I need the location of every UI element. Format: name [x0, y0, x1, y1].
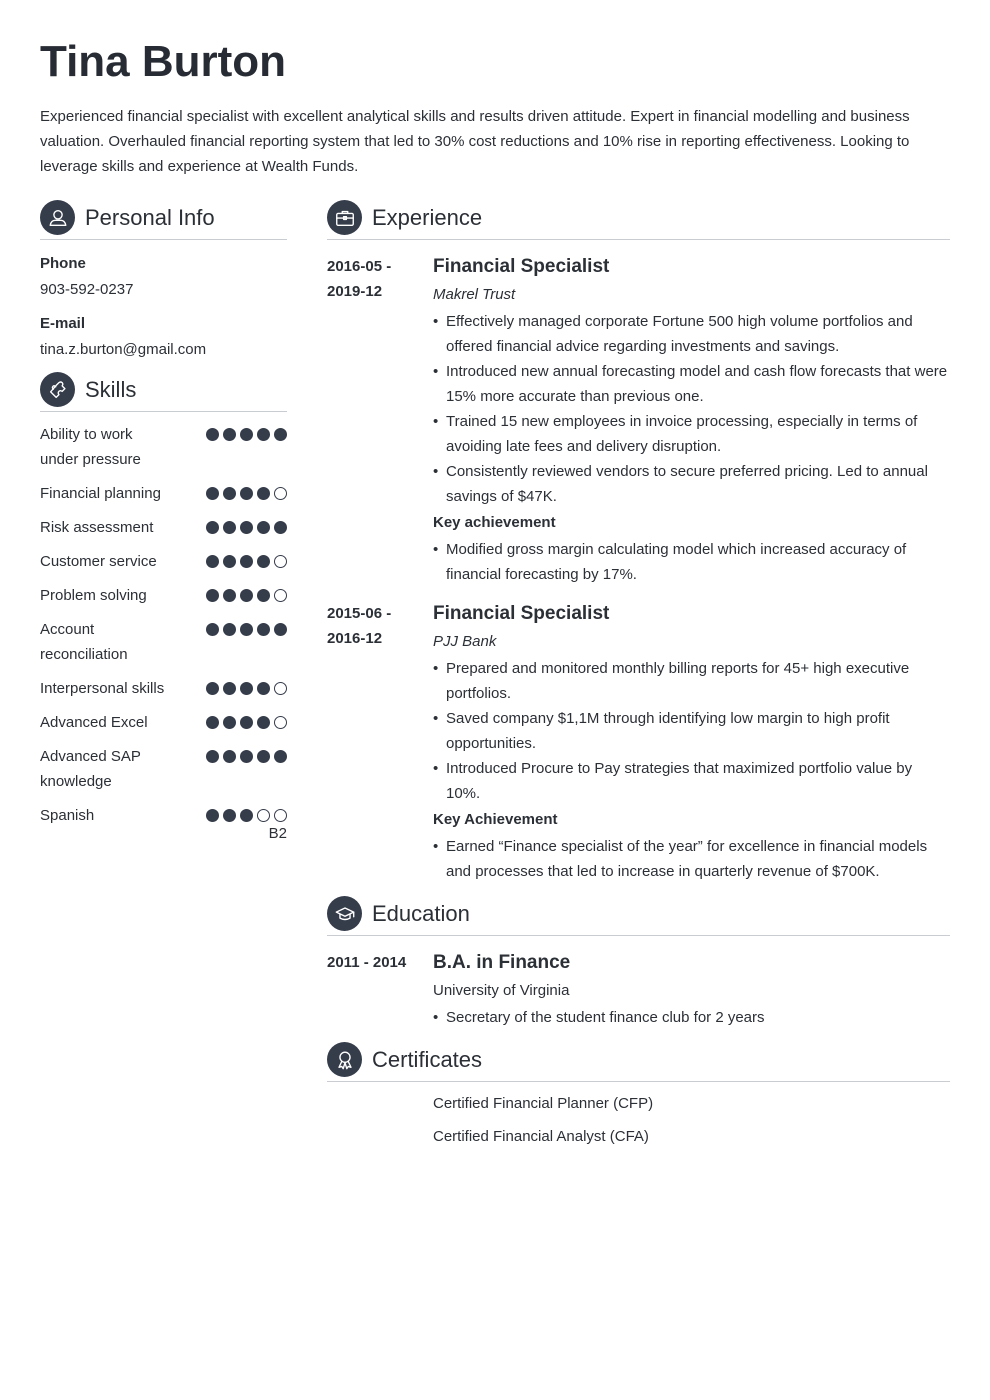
job-list — [327, 254, 950, 884]
filled-dot — [257, 428, 270, 441]
skill-dots — [206, 422, 287, 441]
filled-dot — [274, 521, 287, 534]
filled-dot — [240, 487, 253, 500]
puzzle-icon — [40, 372, 75, 407]
experience-header — [327, 200, 950, 240]
certificates-section — [327, 1042, 950, 1147]
filled-dot — [240, 555, 253, 568]
filled-dot — [206, 682, 219, 695]
personal-info-header — [40, 200, 287, 240]
graduation-cap-icon — [327, 896, 362, 931]
filled-dot — [240, 428, 253, 441]
skill-item — [40, 710, 287, 735]
filled-dot — [206, 809, 219, 822]
empty-dot — [274, 682, 287, 695]
job-details — [433, 601, 950, 884]
skill-dots — [206, 676, 287, 695]
empty-dot — [274, 716, 287, 729]
job-bullets — [433, 656, 950, 806]
achievement-item: • Earned “Finance specialist of the year” for excellence in financial models and processes that led to increase in quarterly revenue of $700K. — [433, 834, 950, 884]
skill-item — [40, 515, 287, 540]
right-column — [327, 200, 950, 1160]
phone-value[interactable]: 903-592-0237 — [40, 281, 134, 298]
achievement-bullets — [433, 834, 950, 884]
skill-list — [40, 422, 287, 844]
skill-item — [40, 481, 287, 506]
skill-dots — [206, 515, 287, 534]
skill-dots — [206, 481, 287, 500]
filled-dot — [206, 521, 219, 534]
skill-level-label: B2 — [268, 825, 287, 842]
filled-dot — [223, 809, 236, 822]
skill-name: Advanced SAP knowledge — [40, 748, 141, 790]
skill-item — [40, 803, 287, 844]
skill-rating — [206, 710, 287, 729]
filled-dot — [257, 682, 270, 695]
filled-dot — [240, 682, 253, 695]
email-value[interactable]: tina.z.burton@gmail.com — [40, 341, 207, 358]
email-label: E-mail — [40, 315, 86, 332]
personal-info-section — [40, 200, 287, 360]
person-icon — [40, 200, 75, 235]
skill-dots — [206, 583, 287, 602]
skill-dots — [206, 549, 287, 568]
phone-label: Phone — [40, 255, 86, 272]
filled-dot — [257, 716, 270, 729]
skill-dots — [206, 710, 287, 729]
filled-dot — [257, 555, 270, 568]
bullet-item: • Saved company $1,1M through identifying low margin to high profit opportunities. — [433, 706, 950, 756]
filled-dot — [257, 750, 270, 763]
skill-name: Account reconciliation — [40, 621, 128, 663]
bullet-item: • Introduced Procure to Pay strategies that maximized portfolio value by 10%. — [433, 756, 950, 806]
experience-section — [327, 200, 950, 884]
skill-name: Customer service — [40, 553, 157, 570]
key-achievement-label: Key Achievement — [433, 811, 558, 828]
empty-dot — [274, 555, 287, 568]
education-entry — [327, 950, 950, 1030]
skill-dots — [206, 744, 287, 763]
job-bullets — [433, 309, 950, 509]
certificate-item: Certified Financial Planner (CFP) — [433, 1095, 654, 1112]
skill-rating — [206, 422, 287, 441]
education-list — [327, 950, 950, 1030]
key-achievement-label: Key achievement — [433, 514, 556, 531]
filled-dot — [257, 589, 270, 602]
bullet-item: • Effectively managed corporate Fortune 500 high volume portfolios and offered financial advice regarding investments and savings. — [433, 309, 950, 359]
award-ribbon-icon — [327, 1042, 362, 1077]
skill-name: Problem solving — [40, 587, 147, 604]
filled-dot — [223, 623, 236, 636]
bullet-item: • Secretary of the student finance club for 2 years — [433, 1005, 950, 1030]
filled-dot — [274, 750, 287, 763]
filled-dot — [206, 487, 219, 500]
filled-dot — [223, 521, 236, 534]
skill-name: Interpersonal skills — [40, 680, 165, 697]
certificates-header — [327, 1042, 950, 1082]
filled-dot — [223, 428, 236, 441]
filled-dot — [257, 623, 270, 636]
filled-dot — [223, 716, 236, 729]
certificates-title: Certificates — [372, 1046, 483, 1072]
filled-dot — [240, 750, 253, 763]
certificate-item: Certified Financial Analyst (CFA) — [433, 1128, 649, 1145]
education-title: Education — [372, 900, 470, 926]
skill-rating — [206, 744, 287, 763]
briefcase-icon — [327, 200, 362, 235]
filled-dot — [274, 623, 287, 636]
company-name: Makrel Trust — [433, 286, 516, 303]
skill-dots — [206, 803, 287, 822]
filled-dot — [240, 521, 253, 534]
filled-dot — [223, 487, 236, 500]
skill-rating — [206, 515, 287, 534]
skill-item — [40, 422, 287, 472]
skill-name: Risk assessment — [40, 519, 154, 536]
skill-item — [40, 676, 287, 701]
filled-dot — [240, 623, 253, 636]
filled-dot — [206, 716, 219, 729]
skill-rating — [206, 803, 287, 844]
skill-name: Ability to work under pressure — [40, 426, 141, 468]
skill-item — [40, 617, 287, 667]
skill-rating — [206, 481, 287, 500]
achievement-item: • Modified gross margin calculating model which increased accuracy of financial forecasting by 17%. — [433, 537, 950, 587]
filled-dot — [206, 750, 219, 763]
company-name: PJJ Bank — [433, 633, 497, 650]
bullet-item: • Consistently reviewed vendors to secure preferred pricing. Led to annual savings of $47K. — [433, 459, 950, 509]
filled-dot — [274, 428, 287, 441]
skill-dots — [206, 617, 287, 636]
bullet-item: • Introduced new annual forecasting model and cash flow forecasts that were 15% more accurate than previous one. — [433, 359, 950, 409]
experience-title: Experience — [372, 204, 483, 230]
school-name: University of Virginia — [433, 982, 570, 999]
skill-name: Advanced Excel — [40, 714, 148, 731]
job-dates: 2015-06 - 2016-12 — [327, 605, 392, 647]
skill-rating — [206, 676, 287, 695]
filled-dot — [257, 487, 270, 500]
bullet-item: • Prepared and monitored monthly billing reports for 45+ high executive portfolios. — [433, 656, 950, 706]
filled-dot — [206, 623, 219, 636]
skills-title: Skills — [85, 376, 137, 402]
skill-rating — [206, 549, 287, 568]
filled-dot — [240, 809, 253, 822]
education-section — [327, 896, 950, 1030]
skill-item — [40, 744, 287, 794]
skills-header — [40, 372, 287, 412]
filled-dot — [223, 555, 236, 568]
degree-title: B.A. in Finance — [433, 952, 571, 973]
skill-rating — [206, 583, 287, 602]
job-details — [433, 254, 950, 587]
education-details — [433, 950, 950, 1030]
job-title: Financial Specialist — [433, 256, 610, 277]
job-dates: 2016-05 - 2019-12 — [327, 258, 392, 300]
skill-item — [40, 583, 287, 608]
filled-dot — [206, 589, 219, 602]
filled-dot — [240, 716, 253, 729]
education-bullets — [433, 1005, 950, 1030]
job-title: Financial Specialist — [433, 603, 610, 624]
resume-name: Tina Burton — [40, 37, 287, 86]
filled-dot — [223, 750, 236, 763]
skill-rating — [206, 617, 287, 636]
bullet-item: • Trained 15 new employees in invoice processing, especially in terms of avoiding late fees and delivery disruption. — [433, 409, 950, 459]
filled-dot — [223, 589, 236, 602]
empty-dot — [274, 589, 287, 602]
filled-dot — [257, 521, 270, 534]
experience-entry — [327, 601, 950, 884]
empty-dot — [274, 809, 287, 822]
empty-dot — [257, 809, 270, 822]
education-dates: 2011 - 2014 — [327, 954, 407, 971]
skill-name: Financial planning — [40, 485, 161, 502]
skill-name: Spanish — [40, 807, 95, 824]
experience-entry — [327, 254, 950, 587]
certificate-list — [433, 1094, 950, 1147]
filled-dot — [223, 682, 236, 695]
resume-summary: Experienced financial specialist with excellent analytical skills and results driven attitude. Expert in financial modelling and business valuation. Overhauled financial reporting system that led to 30% cost reductions and 10% rise in reporting effectiveness. Looking to leverage skills and experience at Wealth Funds. — [40, 108, 910, 175]
filled-dot — [240, 589, 253, 602]
skill-item — [40, 549, 287, 574]
skills-section — [40, 372, 287, 844]
empty-dot — [274, 487, 287, 500]
personal-info-title: Personal Info — [85, 204, 215, 230]
achievement-bullets — [433, 537, 950, 587]
filled-dot — [206, 555, 219, 568]
left-column — [40, 200, 287, 853]
education-header — [327, 896, 950, 936]
filled-dot — [206, 428, 219, 441]
